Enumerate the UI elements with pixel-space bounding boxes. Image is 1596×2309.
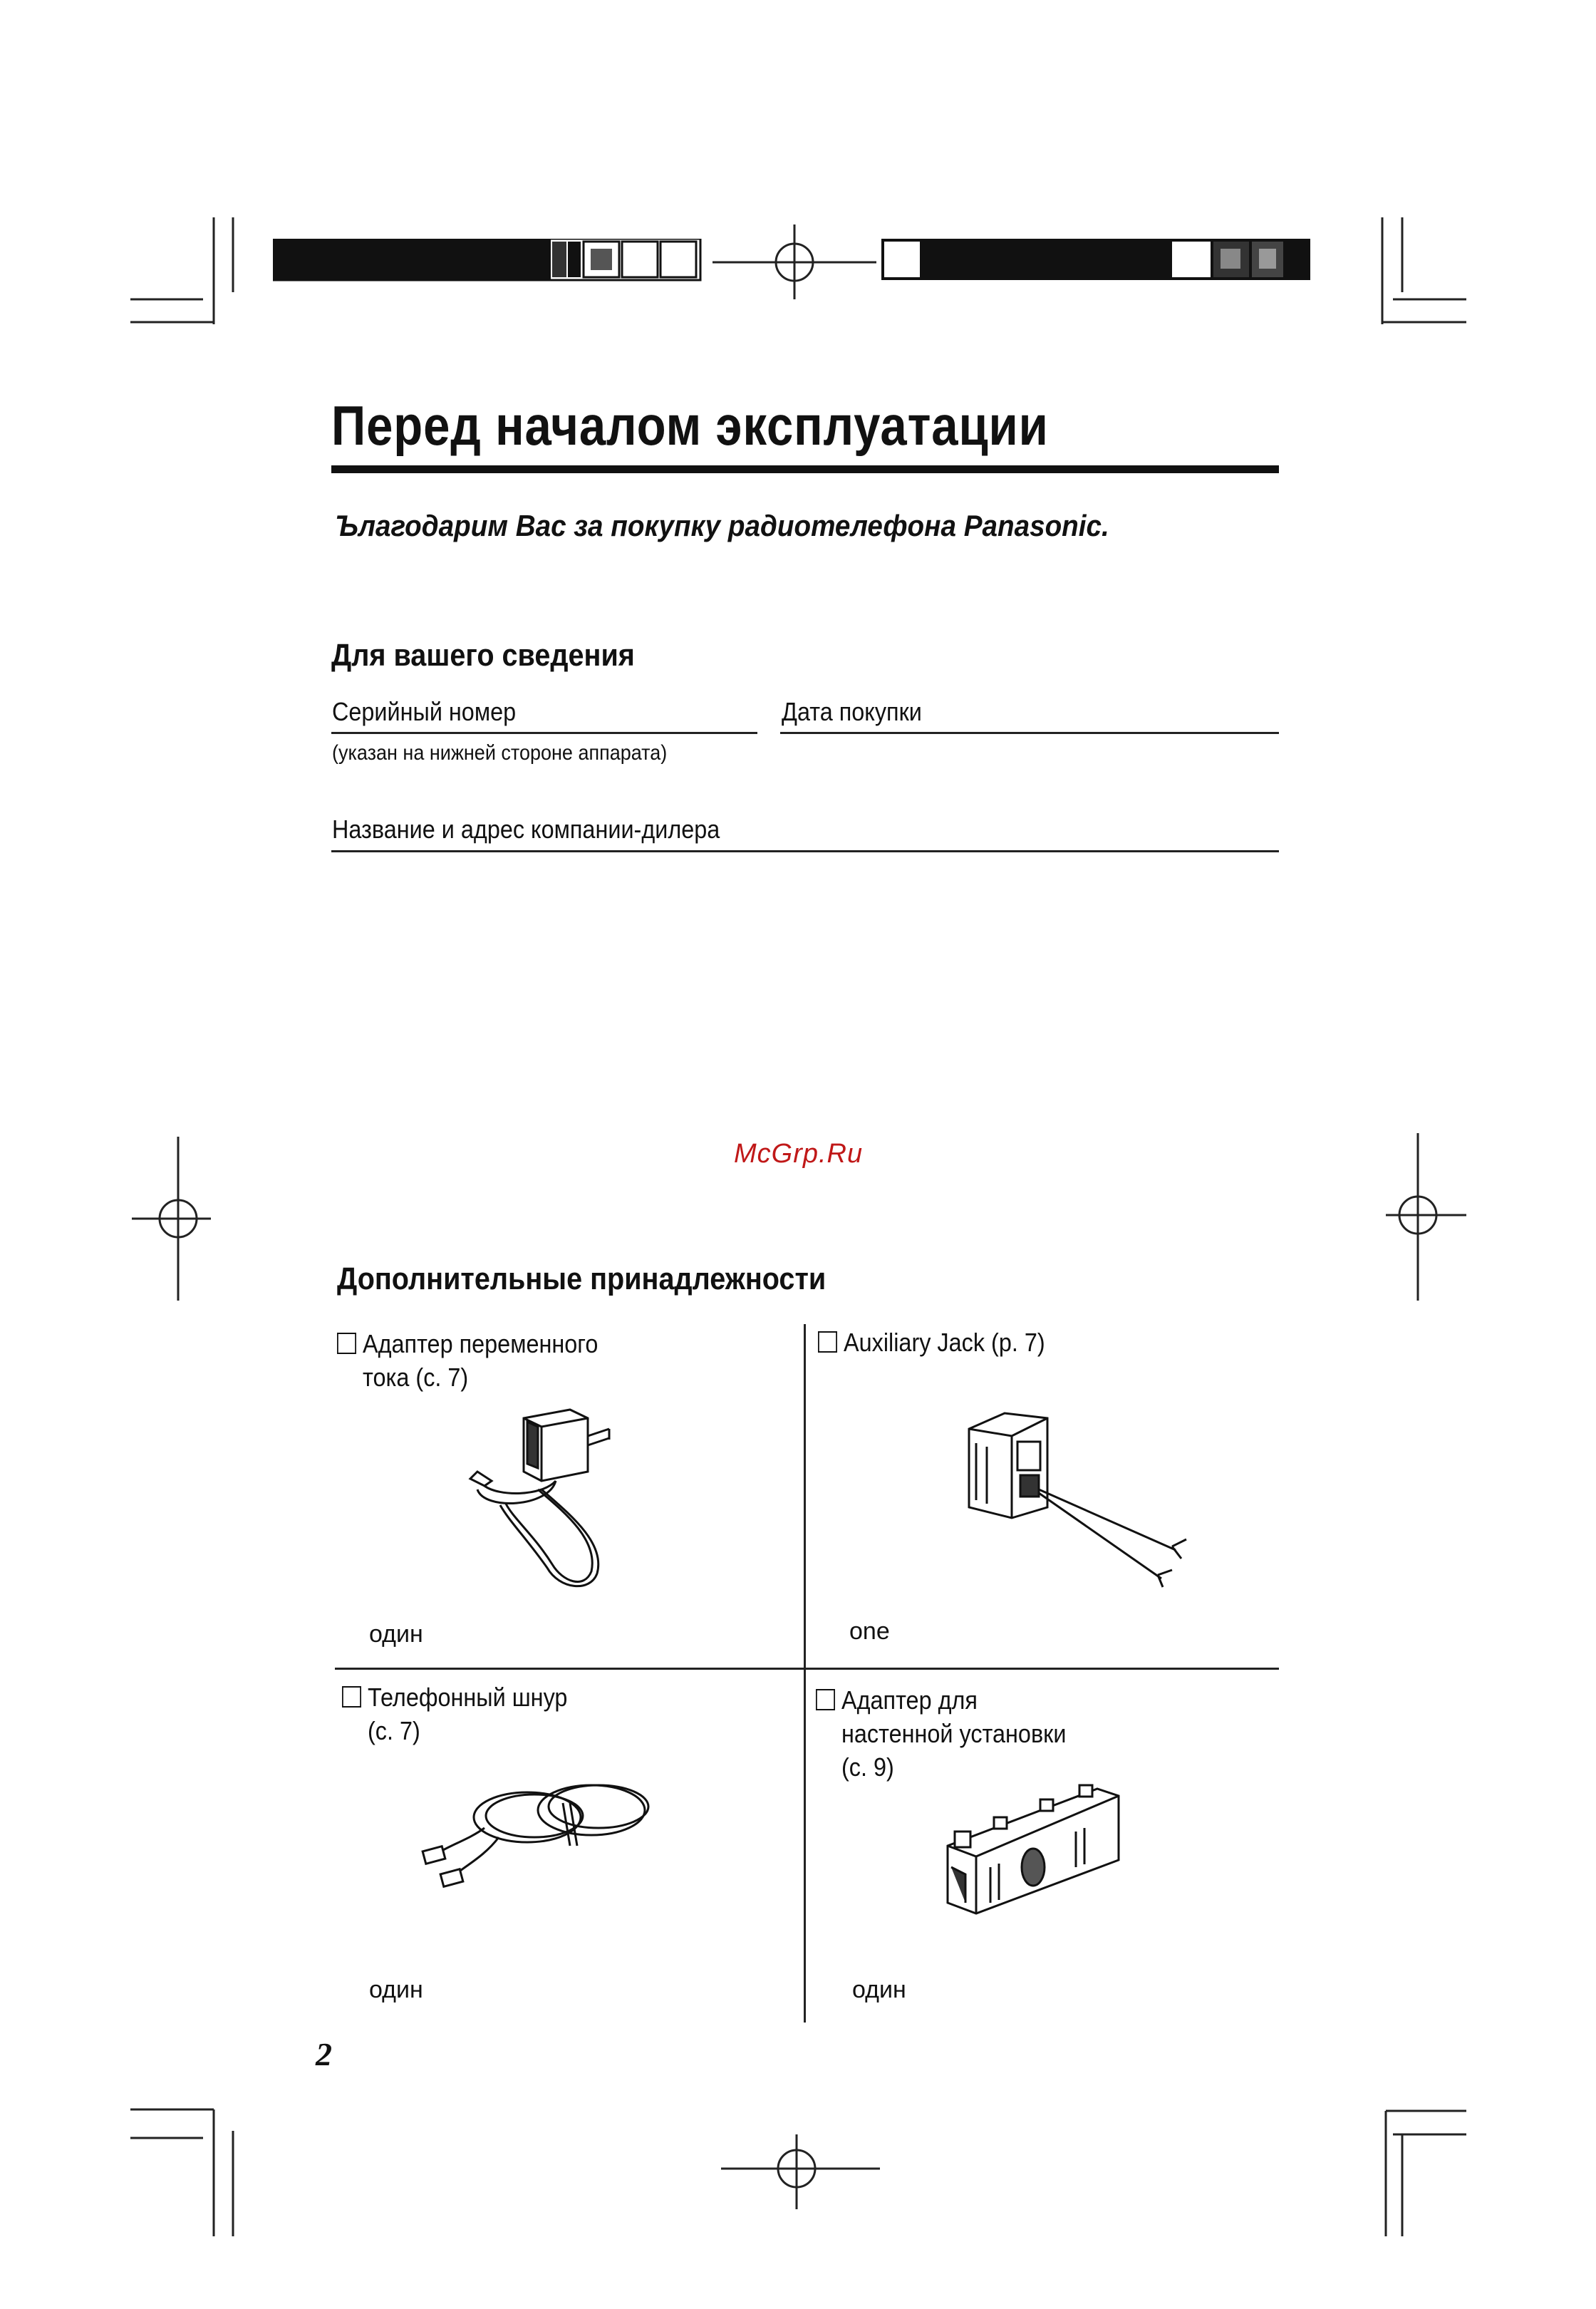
item-label-line2: (с. 7) bbox=[368, 1716, 420, 1745]
item-label: Адаптер для bbox=[841, 1685, 978, 1715]
accessory-item-auxiliary-jack bbox=[818, 1326, 1045, 1359]
grid-divider-vertical bbox=[804, 1324, 806, 2023]
item-label-line2: тока (с. 7) bbox=[363, 1363, 469, 1392]
item-label: Auxiliary Jack (p. 7) bbox=[844, 1328, 1045, 1357]
quantity: один bbox=[369, 1976, 423, 2003]
quantity: one bbox=[849, 1618, 890, 1645]
serial-note: (указан на нижней стороне аппарата) bbox=[332, 741, 668, 765]
page-title: Перед началом эксплуатации bbox=[331, 394, 1049, 457]
checkbox[interactable] bbox=[816, 1689, 835, 1710]
ac-adapter-icon bbox=[456, 1390, 634, 1596]
accessories-heading: Дополнительные принадлежности bbox=[337, 1261, 826, 1296]
item-label-line2: настенной установки bbox=[841, 1719, 1067, 1748]
serial-label: Серийный номер bbox=[332, 697, 517, 726]
wall-mount-adapter-icon bbox=[933, 1760, 1140, 1931]
calibration-bar-left bbox=[273, 239, 708, 281]
accessory-item-telephone-cord bbox=[342, 1680, 567, 1747]
date-rule bbox=[780, 732, 1279, 734]
auxiliary-jack-icon bbox=[955, 1400, 1204, 1600]
checkbox[interactable] bbox=[337, 1333, 356, 1354]
dealer-rule bbox=[331, 850, 1279, 852]
quantity: один bbox=[369, 1621, 423, 1648]
title-underline bbox=[331, 465, 1279, 473]
date-label: Дата покупки bbox=[782, 697, 922, 726]
item-label: Адаптер переменного bbox=[363, 1329, 598, 1358]
serial-rule bbox=[331, 732, 757, 734]
quantity: один bbox=[852, 1976, 906, 2003]
accessory-item-ac-adapter bbox=[337, 1327, 598, 1394]
page-number: 2 bbox=[316, 2036, 332, 2072]
item-label: Телефонный шнур bbox=[368, 1683, 568, 1712]
checkbox[interactable] bbox=[818, 1331, 837, 1353]
calibration-bar-right bbox=[881, 239, 1316, 281]
grid-divider-horizontal bbox=[335, 1668, 1279, 1670]
dealer-label: Название и адрес компании-дилера bbox=[332, 815, 720, 844]
checkbox[interactable] bbox=[342, 1686, 361, 1708]
thanks-line: Ълагодарим Вас за покупку радиотелефона Panasonic. bbox=[335, 509, 1109, 542]
watermark: McGrp.Ru bbox=[734, 1139, 864, 1169]
item-label-line3: (с. 9) bbox=[841, 1752, 894, 1782]
telephone-cord-icon bbox=[420, 1775, 663, 1917]
info-heading: Для вашего сведения bbox=[331, 638, 635, 673]
